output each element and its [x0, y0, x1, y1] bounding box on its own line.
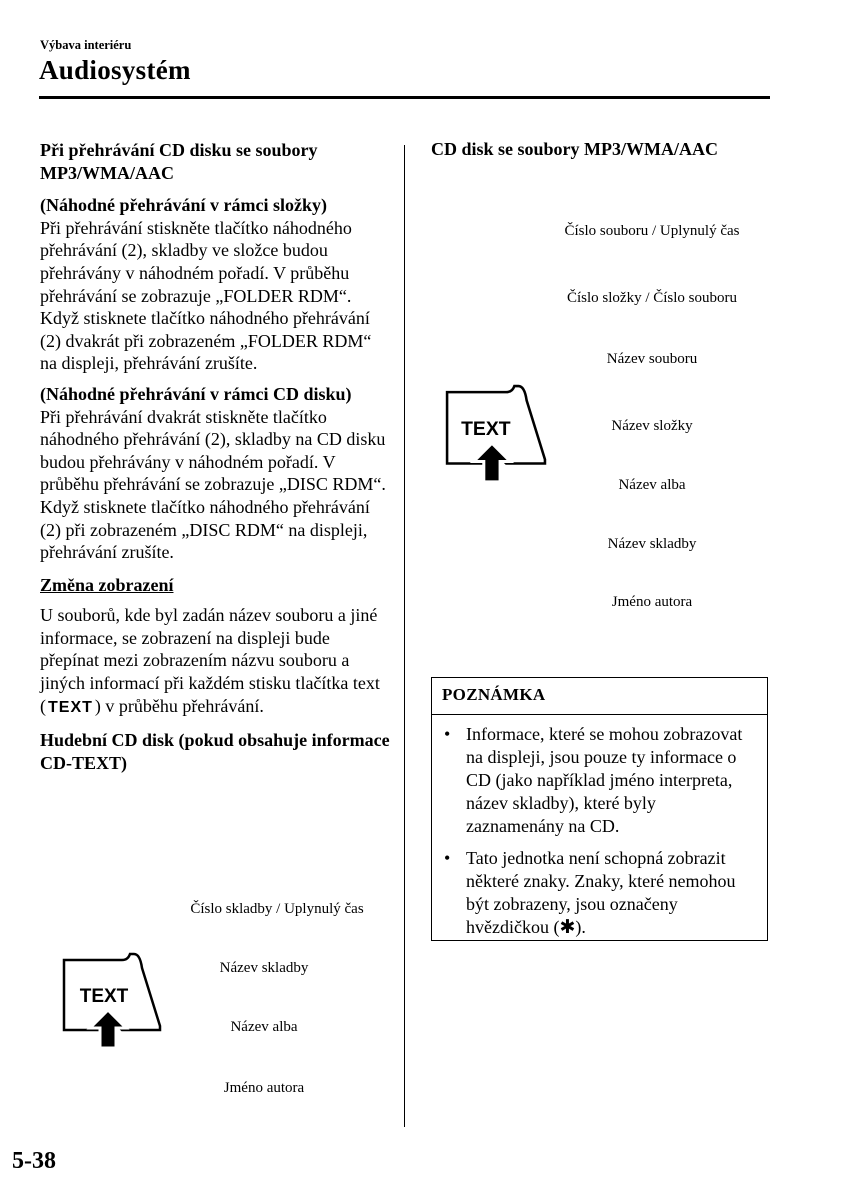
column-divider — [404, 145, 405, 1127]
paragraph-disc-random-cancel: Když stisknete tlačítko náhodného přehrávání (2) při zobrazeném „DISC RDM“ na displeji, přehrávání zrušíte. — [40, 496, 370, 563]
section-label: Výbava interiéru — [40, 38, 132, 52]
text-key-glyph: TEXT — [48, 698, 93, 716]
heading-mp3-display: CD disk se soubory MP3/WMA/AAC — [431, 139, 719, 159]
note-item — [444, 847, 754, 939]
asterisk-icon: ✱ — [559, 916, 576, 938]
bullet-icon: • — [444, 848, 451, 868]
heading-mp3-playback: Při přehrávání CD disku se soubory MP3/WMA/AAC — [40, 140, 318, 183]
sequence-label: Název složky — [611, 418, 693, 434]
note-divider — [432, 714, 767, 715]
sequence-label: Číslo skladby / Uplynulý čas — [190, 901, 364, 917]
title-rule — [39, 96, 770, 99]
heading-cd-text: Hudební CD disk (pokud obsahuje informace CD-TEXT) — [40, 730, 390, 773]
display-change-text-a: U souborů, kde byl zadán název souboru a jiné informace, se zobrazení na displeji bude přepínat mezi zobrazením názvu souboru a jiných informací při každém stisku tlačítka text ( — [40, 605, 380, 716]
page-title: Audiosystém — [39, 55, 191, 85]
note-item-2-end: ). — [575, 917, 586, 937]
note-box — [431, 677, 768, 941]
note-item-2-text: Tato jednotka není schopná zobrazit některé znaky. Znaky, které nemohou být zobrazeny, jsou označeny hvězdičkou ( — [466, 848, 736, 937]
display-change-text-b: ) v průběhu přehrávání. — [94, 695, 264, 716]
page-number: 5-38 — [12, 1148, 56, 1174]
note-item — [444, 723, 754, 838]
button-text-label: TEXT — [461, 417, 511, 440]
sequence-label: Jméno autora — [611, 594, 693, 610]
note-title: POZNÁMKA — [442, 685, 546, 704]
paragraph-folder-random: Při přehrávání stiskněte tlačítko náhodného přehrávání (2), skladby ve složce budou přehrávány v náhodném pořadí. V průběhu přehrávání se zobrazuje „FOLDER RDM“. — [40, 217, 352, 306]
text-button-illustration — [443, 384, 547, 488]
note-item-text — [466, 847, 754, 939]
sequence-label: Název souboru — [606, 351, 698, 367]
sequence-label: Název alba — [230, 1019, 298, 1035]
heading-display-change: Změna zobrazení — [40, 574, 174, 595]
text-button-illustration — [60, 952, 162, 1054]
bullet-icon: • — [444, 724, 451, 744]
subheading-disc-random: (Náhodné přehrávání v rámci CD disku) — [40, 383, 352, 404]
sequence-label: Název alba — [618, 477, 686, 493]
sequence-label: Název skladby — [219, 960, 309, 976]
left-column — [40, 139, 390, 774]
sequence-label: Jméno autora — [223, 1080, 305, 1096]
paragraph-disc-random: Při přehrávání dvakrát stiskněte tlačítko náhodného přehrávání (2), skladby na CD disku budou přehrávány v náhodném pořadí. V průběhu přehrávání se zobrazuje „DISC RDM“. — [40, 406, 386, 495]
paragraph-folder-random-cancel: Když stisknete tlačítko náhodného přehrávání (2) dvakrát při zobrazeném „FOLDER RDM“ na displeji, přehrávání zrušíte. — [40, 308, 372, 374]
sequence-label: Číslo složky / Číslo souboru — [566, 290, 738, 306]
sequence-label: Číslo souboru / Uplynulý čas — [564, 223, 740, 239]
paragraph-display-change — [40, 604, 390, 719]
button-text-label: TEXT — [79, 986, 129, 1007]
sequence-label: Název skladby — [607, 536, 697, 552]
note-item-text: Informace, které se mohou zobrazovat na displeji, jsou pouze ty informace o CD (jako například jméno interpreta, název skladby), které byly zaznamenány na CD. — [466, 724, 743, 836]
subheading-folder-random: (Náhodné přehrávání v rámci složky) — [40, 195, 327, 216]
